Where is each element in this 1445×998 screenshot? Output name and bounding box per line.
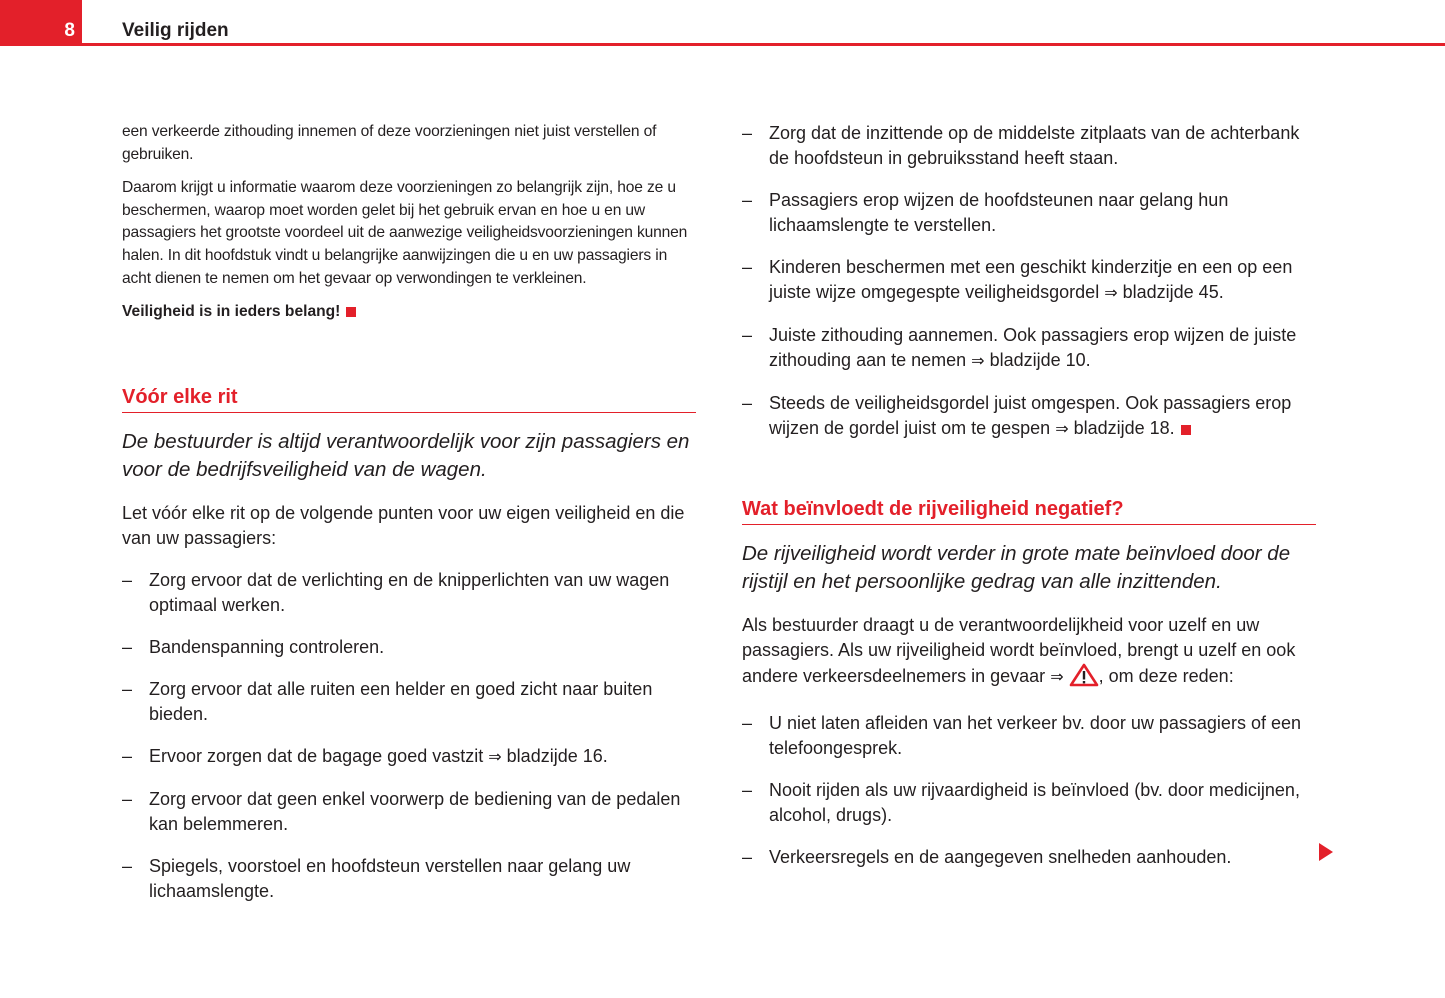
list-item [122,568,696,618]
dash-icon: – [742,325,753,345]
list-item [742,323,1316,374]
reference-arrow-icon: ⇒ [971,353,985,370]
dash-icon: – [122,789,133,810]
right-column [742,121,1316,870]
list-item-text: Spiegels, voorstoel en hoofdsteun verstellen naar gelang uw lichaamslengte. [149,856,631,902]
section-heading: Wat beïnvloedt de rijveiligheid negatief? [742,497,1316,525]
reference-arrow-icon: ⇒ [1055,421,1069,438]
list-item-text: Zorg dat de inzittende op de middelste zitplaats van de achterbank de hoofdsteun in gebruiksstand heeft staan. [769,123,1300,168]
bold-statement-text: Veiligheid is in ieders belang! [122,303,341,321]
dash-icon: – [122,679,133,700]
page-reference-link[interactable]: bladzijde 16. [506,746,608,767]
header-rule [82,43,1445,46]
list-item-text: Zorg ervoor dat de verlichting en de knipperlichten van uw wagen optimaal werken. [149,570,670,616]
list-item-text: Verkeersregels en de aangegeven snelheden aanhouden. [769,847,1232,867]
risk-list [742,711,1316,870]
dash-icon: – [742,123,753,143]
list-item-text: Passagiers erop wijzen de hoofdsteunen naar gelang hun lichaamslengte te verstellen. [769,190,1229,235]
warning-icon[interactable] [1069,663,1099,694]
dash-icon: – [742,190,753,210]
list-item-text: Kinderen beschermen met een geschikt kinderzitje en een op een juiste wijze omgegespte veiligheidsgordel [769,257,1293,302]
page-reference-link[interactable]: bladzijde 45. [1122,282,1224,302]
passenger-checklist [742,121,1316,442]
dash-icon: – [742,847,753,867]
dash-icon: – [122,856,133,877]
bold-statement [122,301,696,323]
end-of-section-icon [1181,425,1191,435]
checklist [122,568,696,904]
section-heading: Vóór elke rit [122,385,696,413]
list-item [122,787,696,837]
dash-icon: – [122,570,133,591]
paragraph: Daarom krijgt u informatie waarom deze voorzieningen zo belangrijk zijn, hoe ze u beschermen, waarop moet worden gelet bij het gebruik ervan en hoe u en uw passagiers het grootste voordeel uit de aanwezige veiligheidsvoorzieningen kunnen halen. In dit hoofdstuk vindt u belangrijke aanwijzingen die u en uw passagiers in acht dienen te nemen om het gevaar op verwondingen te verkleinen. [122,179,688,287]
paragraph: een verkeerde zithouding innemen of deze voorzieningen niet juist verstellen of gebruiken. [122,123,657,163]
list-item [122,854,696,904]
dash-icon: – [122,637,133,658]
list-item [742,391,1316,442]
section-intro: De bestuurder is altijd verantwoordelijk voor zijn passagiers en voor de bedrijfsveiligheid van de wagen. [122,430,690,481]
list-item [742,845,1316,870]
list-item-text: Juiste zithouding aannemen. Ook passagiers erop wijzen de juiste zithouding aan te nemen [769,325,1297,370]
continue-next-page-arrow-icon[interactable] [1319,843,1333,861]
page-number: 8 [64,20,75,41]
list-item-text: Zorg ervoor dat geen enkel voorwerp de bediening van de pedalen kan belemmeren. [149,789,681,835]
section-body-text: , om deze reden: [1098,666,1234,686]
list-item-text: Ervoor zorgen dat de bagage goed vastzit [149,746,484,767]
dash-icon: – [742,713,753,733]
dash-icon: – [742,780,753,800]
reference-arrow-icon: ⇒ [1050,669,1064,686]
page-reference-link[interactable]: bladzijde 18. [1073,418,1175,438]
dash-icon: – [742,257,753,277]
end-of-section-icon [346,307,356,317]
chapter-title: Veilig rijden [122,20,229,41]
left-column [122,121,696,904]
list-item-text: Bandenspanning controleren. [149,637,385,658]
section-intro: De rijveiligheid wordt verder in grote mate beïnvloed door de rijstijl en het persoonlijke gedrag van alle inzittenden. [742,542,1291,593]
list-item [742,121,1316,171]
list-item-text: Zorg ervoor dat alle ruiten een helder en goed zicht naar buiten bieden. [149,679,653,725]
list-item [122,744,696,770]
dash-icon: – [122,746,133,767]
list-item [742,711,1316,761]
list-item-text: Nooit rijden als uw rijvaardigheid is beïnvloed (bv. door medicijnen, alcohol, drugs). [769,780,1300,825]
section-body-text: Als bestuurder draagt u de verantwoordelijkheid voor uzelf en uw passagiers. Als uw rijveiligheid wordt beïnvloed, brengt u uzelf en ook andere verkeersdeelnemers in gevaar [742,615,1296,686]
list-item [122,677,696,727]
list-item [742,188,1316,238]
reference-arrow-icon: ⇒ [488,749,502,767]
list-item [742,255,1316,306]
list-item [742,778,1316,828]
page-reference-link[interactable]: bladzijde 10. [989,350,1091,370]
reference-arrow-icon: ⇒ [1104,285,1118,302]
section-body: Let vóór elke rit op de volgende punten voor uw eigen veiligheid en die van uw passagiers: [122,503,685,549]
dash-icon: – [742,393,753,413]
list-item-text: Steeds de veiligheidsgordel juist omgespen. Ook passagiers erop wijzen de gordel juist om te gespen [769,393,1292,438]
section-body [742,613,1316,694]
list-item-text: U niet laten afleiden van het verkeer bv. door uw passagiers of een telefoongesprek. [769,713,1301,758]
list-item [122,635,696,660]
